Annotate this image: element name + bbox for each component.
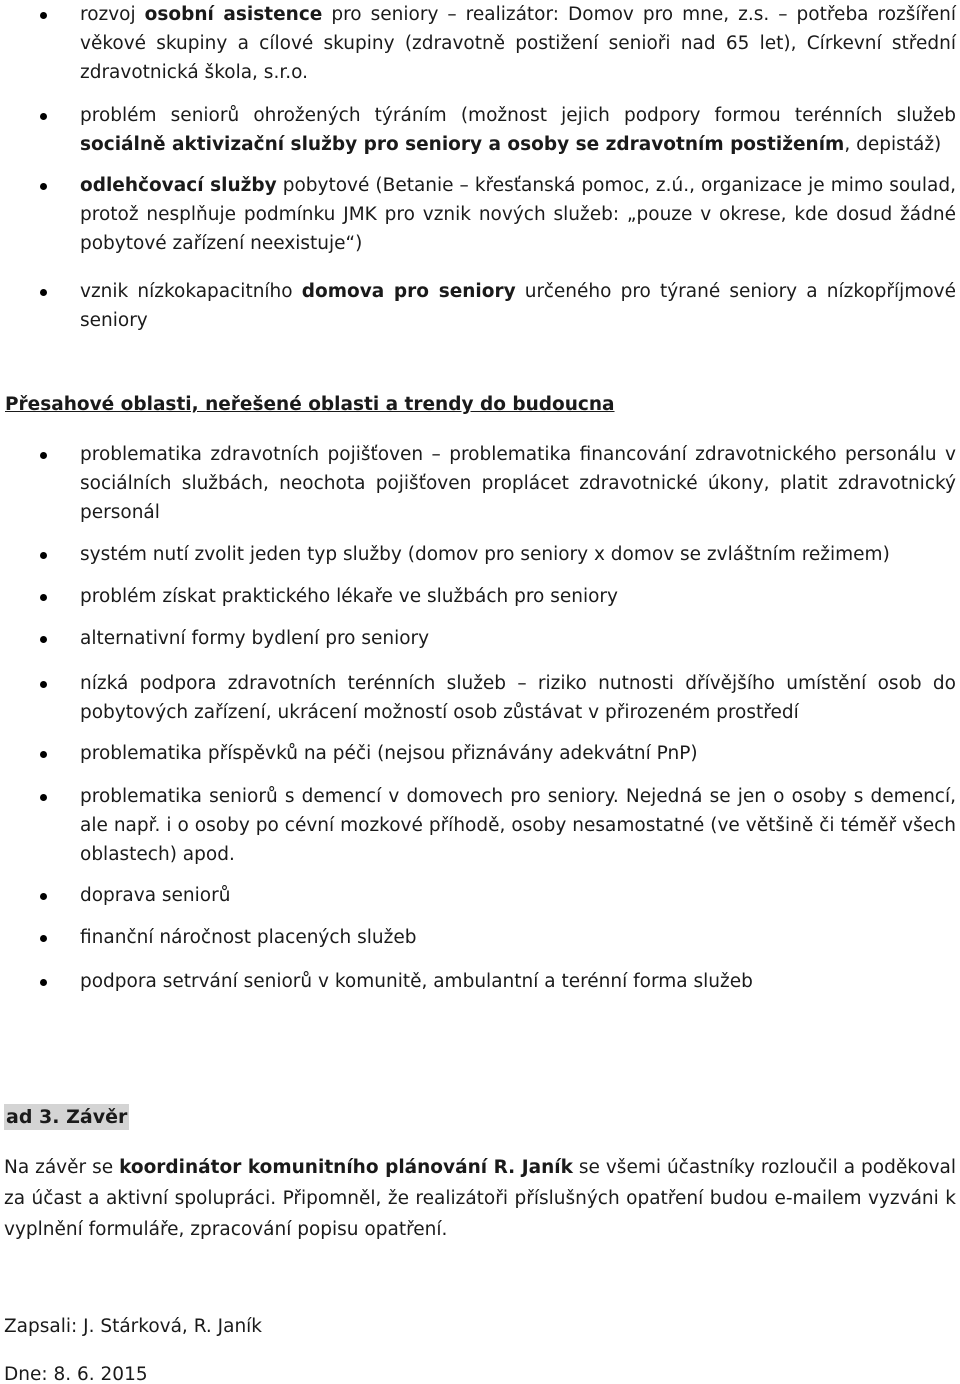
bullet-respite-services <box>80 171 956 258</box>
bullet-text: určeného pro týrané seniory a nízkopříjmové seniory <box>80 281 956 331</box>
bullet-care-allowance: problematika příspěvků na péči (nejsou přiznávány adekvátní PnP) <box>80 739 956 768</box>
bullet-insurance: problematika zdravotních pojišťoven – problematika financování zdravotnického personálu v sociálních službách, neochota pojišťoven proplácet zdravotnické úkony, platit zdravotnický personál <box>80 440 956 527</box>
bullet-transport: doprava seniorů <box>80 881 956 910</box>
conclusion-paragraph <box>4 1152 956 1245</box>
bullet-abused-seniors <box>80 101 956 159</box>
conclusion-text: Na závěr se <box>4 1157 120 1178</box>
bullet-personal-assistance <box>80 0 956 87</box>
document-date: Dne: 8. 6. 2015 <box>4 1364 148 1384</box>
bullet-text: pobytové (Betanie – křesťanská pomoc, z.ú., organizace je mimo soulad, protož nesplňuje podmínku JMK pro vznik nových služeb: „pouze v okrese, kde dosud žádné pobytové zařízení neexistuje“) <box>80 175 957 254</box>
bullet-text: rozvoj <box>80 4 145 25</box>
bullet-text: vznik nízkokapacitního <box>80 281 302 302</box>
bullet-service-type: systém nutí zvolit jeden typ služby (domov pro seniory x domov se zvláštním režimem) <box>80 540 956 569</box>
bullet-general-practitioner: problém získat praktického lékaře ve službách pro seniory <box>80 582 956 611</box>
bullet-financial-cost: finanční náročnost placených služeb <box>80 923 956 952</box>
bullet-text-bold: domova pro seniory <box>301 281 516 302</box>
bullet-text-bold: odlehčovací služby <box>80 175 277 196</box>
bullet-text: pro seniory – realizátor: Domov pro mne, z.s. – potřeba rozšíření věkové skupiny a cílové skupiny (zdravotně postižení senioři nad 65 let), Církevní střední zdravotnická škola, s.r.o. <box>80 4 956 83</box>
section-heading: Přesahové oblasti, neřešené oblasti a trendy do budoucna <box>5 394 615 415</box>
bullet-housing: alternativní formy bydlení pro seniory <box>80 624 956 653</box>
bullet-low-capacity-home <box>80 277 956 335</box>
bullet-text-bold: osobní asistence <box>144 4 323 25</box>
bullet-text: , depistáž) <box>844 134 942 155</box>
bullet-community-support: podpora setrvání seniorů v komunitě, ambulantní a terénní forma služeb <box>80 967 956 996</box>
bullet-text-bold: sociálně aktivizační služby pro seniory a osoby se zdravotním postižením <box>80 134 845 155</box>
conclusion-heading: ad 3. Závěr <box>6 1106 128 1128</box>
recorded-by: Zapsali: J. Stárková, R. Janík <box>4 1316 263 1337</box>
conclusion-text: se všemi účastníky rozloučil a poděkoval za účast a aktivní spolupráci. Připomněl, že realizátoři příslušných opatření budou e-mailem vyzváni k vyplnění formuláře, zpracování popisu opatření. <box>4 1157 956 1240</box>
bullet-text: problém seniorů ohrožených týráním (možnost jejich podpory formou terénních služeb <box>80 105 956 126</box>
coordinator-name: koordinátor komunitního plánování R. Janík <box>119 1157 573 1178</box>
bullet-field-services: nízká podpora zdravotních terénních služeb – riziko nutnosti dřívějšího umístění osob do pobytových zařízení, ukrácení možností osob zůstávat v přirozeném prostředí <box>80 669 956 727</box>
bullet-dementia: problematika seniorů s demencí v domovech pro seniory. Nejedná se jen o osoby s demencí, ale např. i o osoby po cévní mozkové příhodě, osoby nesamostatné (ve většině či téměř všech oblastech) apod. <box>80 782 956 869</box>
